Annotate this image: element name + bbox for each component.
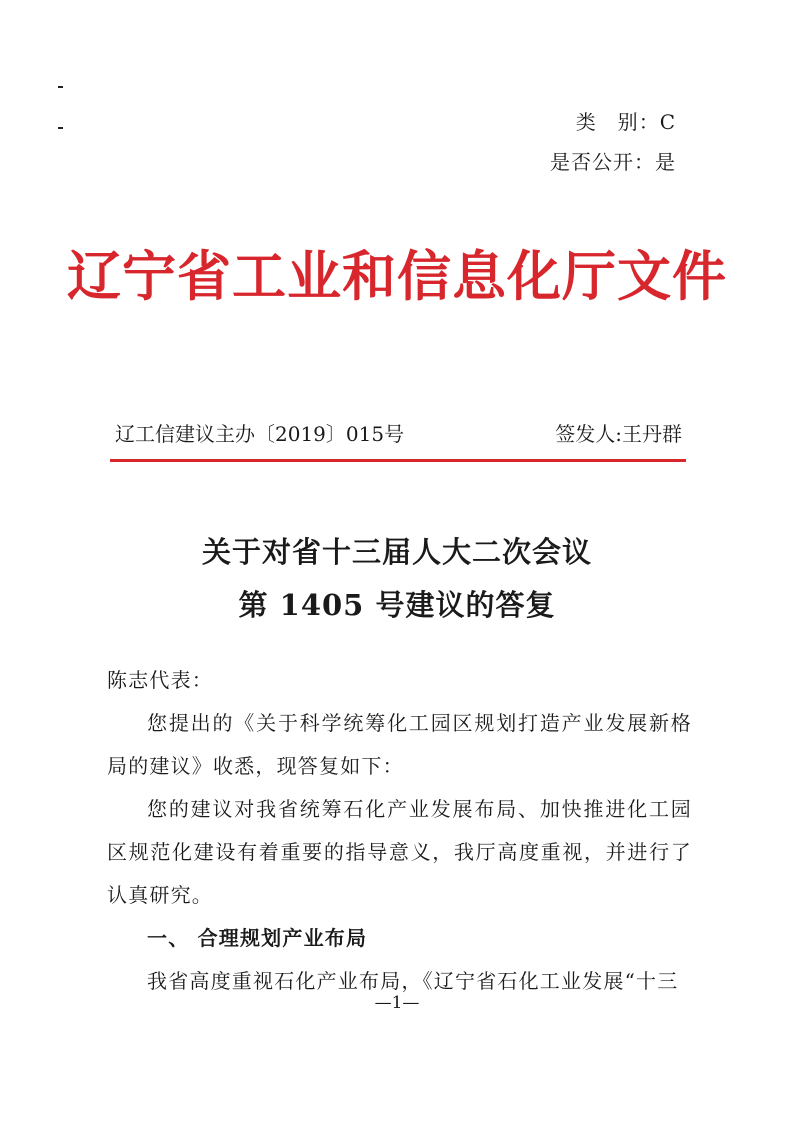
public-label: 是否公开 xyxy=(550,150,634,174)
salutation: 陈志代表： xyxy=(107,668,213,692)
colon: ： xyxy=(634,150,655,174)
red-divider xyxy=(110,459,686,462)
paragraph: 您的建议对我省统筹石化产业发展布局、加快推进化工园区规范化建设有着重要的指导意义，我厅高度重视，并进行了认真研究。 xyxy=(107,797,692,907)
section-heading: 一、 合理规划产业布局 xyxy=(147,926,368,950)
signer-name: 王丹群 xyxy=(622,422,682,446)
signer xyxy=(555,418,682,447)
category-line xyxy=(576,106,676,135)
letter-body xyxy=(107,659,692,1003)
category-value: C xyxy=(659,110,676,134)
margin-mark xyxy=(58,86,63,88)
margin-mark xyxy=(58,127,63,129)
public-value: 是 xyxy=(655,150,676,174)
paragraph: 我省高度重视石化产业布局，《辽宁省石化工业发展“十三 xyxy=(147,969,679,993)
colon: ： xyxy=(638,110,660,134)
public-line xyxy=(550,146,676,175)
org-title: 辽宁省工业和信息化厅文件 xyxy=(67,244,727,308)
doc-number: 辽工信建议主办〔2019〕015号 xyxy=(115,422,405,446)
page-number: —1— xyxy=(374,993,420,1013)
doc-title-line2: 第 1405 号建议的答复 xyxy=(238,588,556,622)
category-label: 类 别 xyxy=(575,110,639,134)
signer-label: 签发人: xyxy=(555,422,622,446)
doc-title-line1: 关于对省十三届人大二次会议 xyxy=(201,535,592,569)
paragraph: 您提出的《关于科学统筹化工园区规划打造产业发展新格局的建议》收悉，现答复如下： xyxy=(107,711,692,778)
